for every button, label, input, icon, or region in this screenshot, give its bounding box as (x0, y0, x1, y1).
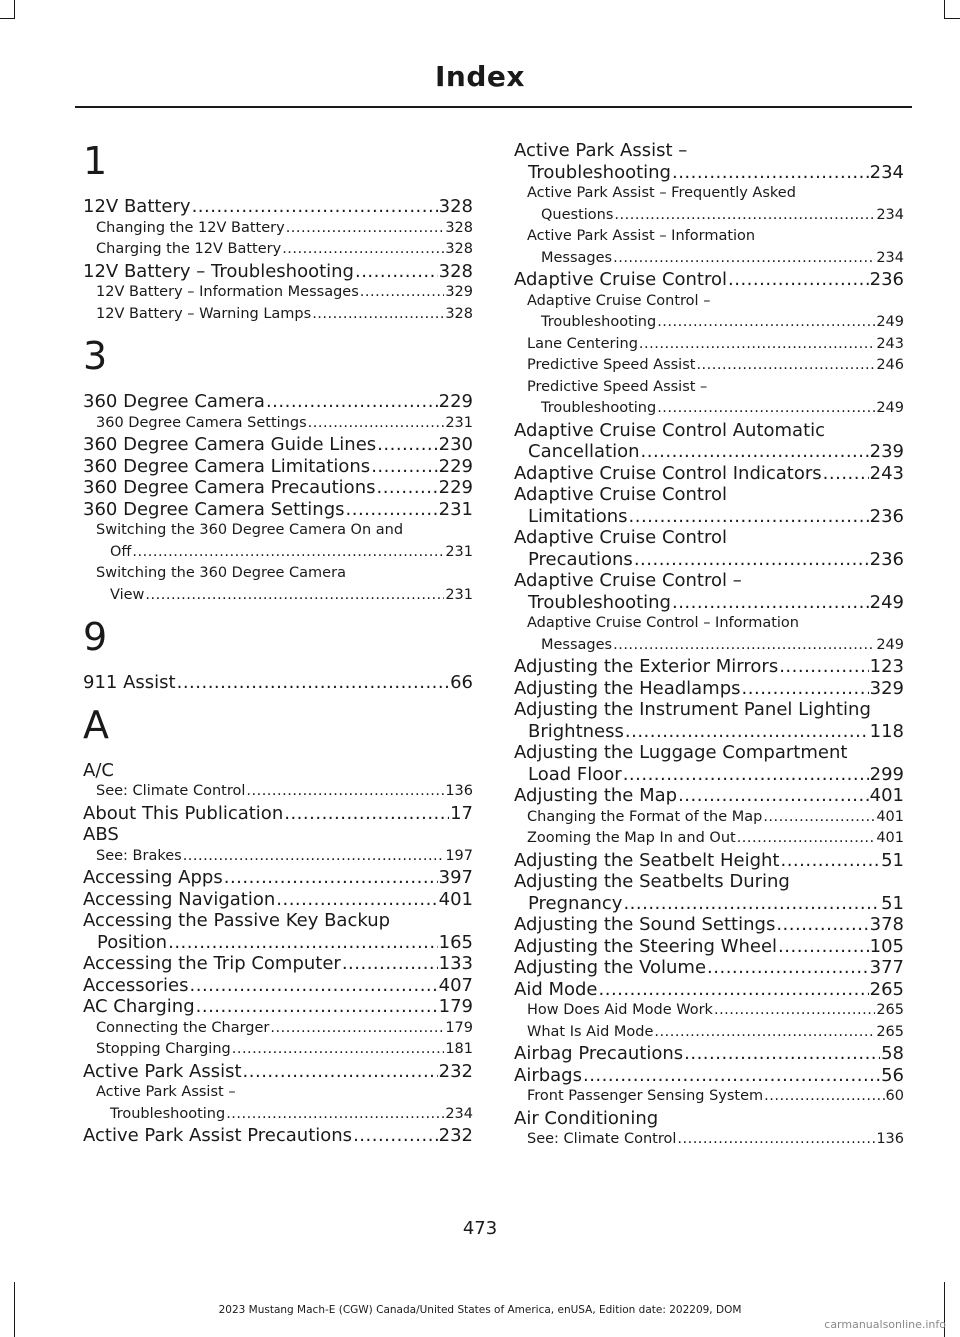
index-entry (514, 699, 904, 742)
entry-label: Adjusting the Headlamps (514, 677, 741, 699)
entry-label: Airbags (514, 1064, 582, 1086)
dot-leader (145, 585, 444, 607)
entry-label: Accessories (83, 974, 189, 996)
index-entry (83, 910, 473, 953)
entry-label-continued: Troubleshooting (541, 400, 657, 416)
entry-label: 360 Degree Camera Settings (96, 414, 307, 431)
page-ref: 249 (876, 636, 904, 653)
dot-leader (776, 914, 868, 936)
index-entry (83, 889, 473, 911)
page-ref: 231 (445, 543, 473, 560)
entry-label: What Is Aid Mode (527, 1023, 654, 1040)
page-ref: 378 (869, 914, 904, 935)
index-column-left (83, 140, 473, 1157)
entry-label: Stopping Charging (96, 1041, 231, 1057)
index-column-right (514, 140, 904, 1151)
dot-leader (308, 413, 445, 435)
entry-label: See: Brakes (96, 847, 182, 864)
index-subentry (83, 846, 473, 868)
entry-label: Adjusting the Seatbelts During (514, 871, 790, 892)
page-ref: 249 (876, 400, 904, 416)
dot-leader (678, 785, 869, 807)
page-ref: 328 (445, 305, 473, 322)
dot-leader (284, 803, 449, 825)
dot-leader (270, 1018, 444, 1040)
page-title: Index (435, 60, 525, 93)
index-entry (514, 785, 904, 807)
page-ref: 105 (869, 935, 904, 957)
index-entry (83, 824, 473, 846)
page-ref: 249 (869, 591, 904, 613)
dot-leader (629, 506, 869, 528)
dot-leader (360, 282, 445, 304)
index-entry (514, 463, 904, 485)
entry-label: Accessing Apps (83, 867, 223, 888)
page-ref: 231 (445, 586, 473, 603)
entry-label: Front Passenger Sensing System (527, 1088, 764, 1104)
page-number: 473 (462, 1218, 498, 1239)
entry-label-continued: Load Floor (528, 763, 622, 785)
page-ref: 51 (881, 892, 904, 914)
page-ref: 239 (869, 441, 904, 462)
page-ref: 234 (445, 1105, 473, 1122)
index-subentry (514, 377, 904, 420)
page-ref: 234 (876, 249, 904, 266)
index-subentry (514, 1129, 904, 1151)
index-entry (514, 742, 904, 785)
page-ref: 165 (438, 931, 473, 953)
dot-leader (696, 355, 875, 377)
dot-leader (780, 850, 880, 872)
index-subentry (514, 1022, 904, 1044)
dot-leader (266, 391, 438, 413)
index-subentry (514, 1086, 904, 1108)
entry-label: Active Park Assist Precautions (83, 1125, 353, 1146)
entry-label: Charging the 12V Battery (96, 241, 282, 257)
entry-label: Adaptive Cruise Control – (514, 570, 742, 591)
index-subentry (514, 291, 904, 334)
dot-leader (312, 304, 444, 326)
dot-leader (714, 1000, 875, 1022)
index-subentry (83, 1018, 473, 1040)
index-entry (514, 1043, 904, 1065)
entry-label: Adjusting the Steering Wheel (514, 935, 778, 957)
entry-label: Active Park Assist – (96, 1084, 236, 1100)
dot-leader (168, 932, 438, 954)
dot-leader (654, 1022, 875, 1044)
entry-label-continued: Troubleshooting (110, 1105, 226, 1122)
page-ref: 58 (881, 1043, 904, 1064)
index-entry (514, 140, 904, 183)
dot-leader (346, 499, 438, 521)
dot-leader (764, 1086, 884, 1108)
page-ref: 265 (876, 1023, 904, 1040)
dot-leader (353, 1125, 438, 1147)
entry-label: ABS (83, 824, 119, 845)
entry-label: Adaptive Cruise Control – Information (527, 615, 799, 631)
index-entry (83, 196, 473, 218)
index-entry (514, 656, 904, 678)
index-entry (83, 760, 473, 782)
dot-leader (286, 218, 445, 240)
dot-leader (623, 764, 869, 786)
page-ref: 118 (869, 720, 904, 742)
entry-label: 12V Battery – Warning Lamps (96, 305, 312, 322)
entry-label: Active Park Assist – Information (527, 228, 756, 244)
entry-label: Adaptive Cruise Control (514, 527, 728, 548)
dot-leader (639, 334, 875, 356)
entry-label: A/C (83, 759, 114, 781)
header-rule (75, 106, 912, 108)
page-ref: 329 (445, 284, 473, 300)
index-subentry (83, 563, 473, 606)
entry-label: Active Park Assist (83, 1060, 242, 1082)
index-entry (514, 269, 904, 291)
entry-label: Connecting the Charger (96, 1019, 270, 1036)
dot-leader (192, 196, 438, 218)
dot-leader (371, 456, 437, 478)
dot-leader (623, 893, 880, 915)
index-entry (83, 477, 473, 499)
section-letter: A (83, 702, 109, 747)
index-entry (514, 850, 904, 872)
index-subentry (83, 282, 473, 304)
index-subentry (83, 413, 473, 435)
index-subentry (514, 226, 904, 269)
page-ref: 56 (881, 1064, 904, 1086)
entry-label-continued: Messages (541, 249, 613, 266)
page-ref: 60 (885, 1088, 904, 1104)
dot-leader (707, 957, 869, 979)
page-ref: 401 (438, 888, 473, 910)
dot-leader (657, 398, 875, 420)
section-letter: 9 (83, 615, 108, 659)
section-gap (83, 325, 473, 335)
index-entry (83, 803, 473, 825)
index-subentry (83, 304, 473, 326)
index-subentry (514, 1000, 904, 1022)
dot-leader (342, 953, 438, 975)
footer-text: 2023 Mustang Mach-E (CGW) Canada/United States of America, enUSA, Edition date: 202209, DOM (218, 1304, 742, 1316)
dot-leader (196, 996, 438, 1018)
crop-mark (14, 0, 15, 18)
entry-label: Adaptive Cruise Control (514, 484, 728, 505)
entry-label-continued: Pregnancy (528, 892, 623, 914)
dot-leader (684, 1043, 880, 1065)
entry-label-continued: Troubleshooting (541, 314, 657, 330)
page-ref: 265 (869, 978, 904, 1000)
entry-label: Air Conditioning (514, 1107, 659, 1129)
section-letter: 1 (83, 139, 108, 183)
index-entry (514, 1065, 904, 1087)
dot-leader (672, 162, 869, 184)
entry-label-continued: Troubleshooting (528, 591, 671, 613)
page-ref: 328 (445, 219, 473, 236)
dot-leader (232, 1039, 445, 1061)
dot-leader (728, 269, 869, 291)
dot-leader (779, 656, 868, 678)
entry-label: Predictive Speed Assist – (527, 378, 708, 395)
entry-label-continued: View (110, 586, 145, 603)
index-entry (514, 570, 904, 613)
index-entry (514, 1108, 904, 1130)
index-entry (83, 261, 473, 283)
entry-label: Aid Mode (514, 978, 598, 1000)
page-ref: 136 (876, 1131, 904, 1147)
dot-leader (243, 1061, 438, 1083)
entry-label: Adjusting the Map (514, 785, 678, 806)
page-ref: 229 (438, 477, 473, 498)
section-gap (83, 606, 473, 616)
page-ref: 236 (869, 269, 904, 290)
index-subentry (83, 239, 473, 261)
entry-label: 360 Degree Camera (83, 391, 265, 412)
index-entry (83, 975, 473, 997)
entry-label: Accessing Navigation (83, 888, 276, 910)
entry-label: Changing the Format of the Map (527, 808, 763, 825)
page-ref: 243 (869, 462, 904, 484)
index-subentry (514, 334, 904, 356)
entry-label: Lane Centering (527, 335, 638, 352)
page-ref: 51 (881, 849, 904, 871)
entry-label-continued: Cancellation (528, 441, 640, 462)
page-ref: 232 (438, 1060, 473, 1082)
index-subentry (514, 807, 904, 829)
entry-label: Adaptive Cruise Control (514, 269, 728, 290)
entry-label: See: Climate Control (96, 783, 246, 799)
page-ref: 229 (438, 391, 473, 412)
dot-leader (737, 828, 876, 850)
dot-leader (246, 781, 444, 803)
page-ref: 401 (876, 830, 904, 846)
dot-leader (376, 477, 437, 499)
entry-label: 360 Degree Camera Guide Lines (83, 434, 377, 455)
page-ref: 407 (438, 974, 473, 996)
page-ref: 328 (445, 241, 473, 257)
index-entry (83, 456, 473, 478)
dot-leader (657, 312, 875, 334)
index-entry (83, 1125, 473, 1147)
page-ref: 231 (445, 414, 473, 431)
dot-leader (613, 635, 875, 657)
index-entry (514, 484, 904, 527)
dot-leader (634, 549, 869, 571)
index-entry (83, 499, 473, 521)
index-entry (83, 391, 473, 413)
page-ref: 397 (438, 867, 473, 888)
index-entry (514, 979, 904, 1001)
entry-label: Predictive Speed Assist (527, 357, 696, 373)
entry-label: Changing the 12V Battery (96, 219, 285, 236)
section-gap (83, 1147, 473, 1157)
index-subentry (83, 781, 473, 803)
index-entry (514, 871, 904, 914)
dot-leader (625, 721, 869, 743)
index-entry (83, 953, 473, 975)
entry-label: Adjusting the Volume (514, 957, 707, 978)
page-ref: 123 (869, 656, 904, 677)
crop-mark (944, 18, 960, 19)
page-ref: 246 (876, 357, 904, 373)
entry-label: Zooming the Map In and Out (527, 830, 736, 846)
dot-leader (583, 1065, 880, 1087)
page-ref: 265 (876, 1002, 904, 1018)
entry-label-continued: Off (110, 543, 132, 560)
entry-label: 911 Assist (83, 672, 176, 693)
page-ref: 136 (445, 783, 473, 799)
page-ref: 232 (438, 1125, 473, 1146)
dot-leader (132, 542, 444, 564)
index-subentry (514, 355, 904, 377)
crop-mark (0, 18, 15, 19)
index-entry (83, 996, 473, 1018)
section-gap (83, 694, 473, 704)
page-ref: 234 (869, 161, 904, 183)
entry-label: Airbag Precautions (514, 1043, 684, 1064)
dot-leader (276, 889, 437, 911)
page-ref: 401 (876, 808, 904, 825)
index-entry (514, 527, 904, 570)
entry-label: 12V Battery – Troubleshooting (83, 260, 354, 282)
dot-leader (763, 807, 875, 829)
entry-label: AC Charging (83, 996, 195, 1017)
entry-label: Switching the 360 Degree Camera (96, 565, 346, 581)
page-ref: 243 (876, 335, 904, 352)
entry-label-continued: Troubleshooting (528, 161, 671, 183)
index-subentry (83, 1082, 473, 1125)
entry-label: Switching the 360 Degree Camera On and (96, 522, 404, 538)
page-ref: 377 (869, 957, 904, 978)
entry-label: 12V Battery – Information Messages (96, 284, 359, 300)
dot-leader (641, 441, 869, 463)
entry-label: Adjusting the Sound Settings (514, 914, 776, 935)
page-ref: 230 (438, 434, 473, 455)
entry-label: Active Park Assist – Frequently Asked (527, 185, 796, 201)
entry-label: Adaptive Cruise Control Automatic (514, 419, 826, 441)
crop-mark (944, 0, 945, 18)
entry-label-continued: Position (97, 931, 168, 953)
index-entry (514, 914, 904, 936)
dot-leader (672, 592, 869, 614)
index-subentry (83, 1039, 473, 1061)
index-subentry (83, 218, 473, 240)
entry-label-continued: Messages (541, 636, 613, 653)
entry-label: Accessing the Passive Key Backup (83, 910, 391, 931)
dot-leader (778, 936, 869, 958)
entry-label: 360 Degree Camera Settings (83, 498, 345, 520)
page-ref: 299 (869, 763, 904, 785)
page-ref: 328 (438, 196, 473, 217)
entry-label: Adaptive Cruise Control – (527, 292, 711, 309)
dot-leader (677, 1129, 875, 1151)
page-ref: 234 (876, 206, 904, 223)
entry-label: See: Climate Control (527, 1131, 677, 1147)
section-letter: 3 (83, 334, 108, 378)
page-ref: 236 (869, 505, 904, 527)
entry-label: Active Park Assist – (514, 140, 688, 161)
page-ref: 181 (445, 1041, 473, 1057)
dot-leader (613, 248, 875, 270)
index-subentry (83, 520, 473, 563)
index-subentry (514, 613, 904, 656)
entry-label: How Does Aid Mode Work (527, 1002, 713, 1018)
page-ref: 133 (438, 953, 473, 974)
page-ref: 401 (869, 785, 904, 806)
index-entry (514, 936, 904, 958)
page-ref: 236 (869, 548, 904, 570)
page-ref: 249 (876, 314, 904, 330)
page-ref: 329 (869, 677, 904, 699)
entry-label-continued: Brightness (528, 720, 624, 742)
dot-leader (599, 979, 869, 1001)
dot-leader (190, 975, 438, 997)
page-ref: 229 (438, 455, 473, 477)
index-subentry (514, 183, 904, 226)
dot-leader (742, 678, 869, 700)
page-ref: 17 (450, 802, 473, 824)
page-ref: 328 (438, 260, 473, 282)
dot-leader (282, 239, 444, 261)
index-entry (514, 957, 904, 979)
dot-leader (355, 261, 438, 283)
page-ref: 197 (445, 847, 473, 864)
entry-label: Adjusting the Luggage Compartment (514, 742, 848, 763)
entry-label: 360 Degree Camera Precautions (83, 477, 376, 498)
index-entry (83, 672, 473, 694)
entry-label: Adaptive Cruise Control Indicators (514, 462, 822, 484)
dot-leader (377, 434, 437, 456)
index-entry (514, 678, 904, 700)
index-subentry (514, 828, 904, 850)
dot-leader (224, 867, 438, 889)
entry-label: About This Publication (83, 802, 284, 824)
dot-leader (177, 672, 450, 694)
page-ref: 179 (438, 996, 473, 1017)
dot-leader (183, 846, 445, 868)
entry-label-continued: Limitations (528, 505, 628, 527)
page-ref: 66 (450, 672, 473, 693)
entry-label-continued: Precautions (528, 548, 633, 570)
entry-label: Adjusting the Exterior Mirrors (514, 656, 779, 677)
index-entry (83, 867, 473, 889)
index-entry (83, 1061, 473, 1083)
dot-leader (823, 463, 869, 485)
entry-label: Adjusting the Instrument Panel Lighting (514, 699, 871, 720)
entry-label: Adjusting the Seatbelt Height (514, 849, 780, 871)
watermark: carmanualsonline.info (824, 1318, 946, 1331)
entry-label: 360 Degree Camera Limitations (83, 455, 371, 477)
page-ref: 231 (438, 498, 473, 520)
dot-leader (614, 205, 875, 227)
entry-label-continued: Questions (541, 206, 614, 223)
dot-leader (226, 1104, 444, 1126)
entry-label: 12V Battery (83, 196, 191, 217)
index-entry (83, 434, 473, 456)
page-ref: 179 (445, 1019, 473, 1036)
index-entry (514, 420, 904, 463)
entry-label: Accessing the Trip Computer (83, 953, 341, 974)
